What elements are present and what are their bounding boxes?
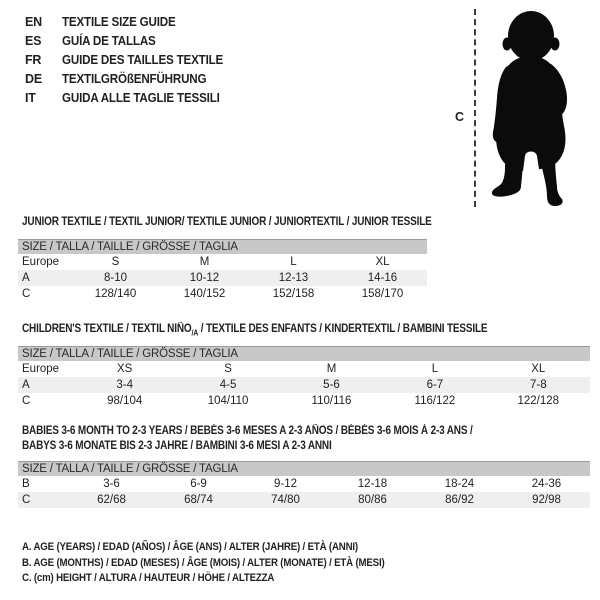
table-header-size: SIZE / TALLA / TAILLE / GRÖSSE / TAGLIA [18, 239, 427, 254]
language-title: GUÍA DE TALLAS [62, 34, 156, 48]
table-row-height [18, 393, 590, 409]
row-label: A [22, 379, 30, 391]
title-part: CHILDREN'S TEXTILE / TEXTIL NIÑO [22, 323, 192, 335]
language-row-en [25, 13, 235, 32]
cell: 24-36 [531, 478, 562, 490]
language-row-it [25, 89, 235, 108]
cell: L [290, 256, 297, 268]
language-title: GUIDA ALLE TAGLIE TESSILI [62, 91, 220, 105]
cell: M [326, 363, 337, 375]
cell: 6-9 [190, 478, 207, 490]
cell: 7-8 [529, 379, 547, 391]
cell: 104/110 [207, 395, 249, 407]
cell: L [431, 363, 439, 375]
cell: 158/170 [361, 288, 404, 300]
cell: 6-7 [426, 379, 444, 391]
table-row-height [18, 492, 590, 508]
legend-line-b: B. AGE (MONTHS) / EDAD (MESES) / ÂGE (MOIS) / ALTER (MONATE) / ETÀ (MESI) [22, 556, 385, 569]
cell: 74/80 [271, 494, 300, 506]
table-row-age [18, 270, 427, 286]
size-table-children [18, 346, 590, 409]
table-header-size: SIZE / TALLA / TAILLE / GRÖSSE / TAGLIA [18, 461, 590, 476]
section-title-junior: JUNIOR TEXTILE / TEXTIL JUNIOR/ TEXTILE JUNIOR / JUNIORTEXTIL / JUNIOR TESSILE [22, 216, 432, 228]
cell: 92/98 [532, 494, 561, 506]
cell: 98/104 [107, 395, 143, 407]
cell: 86/92 [445, 494, 474, 506]
legend-line-c: C. (cm) HEIGHT / ALTURA / HAUTEUR / HÖHE / ALTEZZA [22, 572, 275, 584]
row-label: A [22, 272, 30, 284]
title-subscript: /A [191, 328, 199, 338]
title-line: BABYS 3-6 MONATE BIS 2-3 JAHRE / BAMBINI 3-6 MESI A 2-3 ANNI [22, 440, 332, 452]
cell: 5-6 [323, 379, 340, 391]
title-part: / TEXTILE DES ENFANTS / KINDERTEXTIL / BAMBINI TESSILE [198, 323, 488, 335]
table-row-height [18, 286, 427, 302]
cell: 140/152 [183, 288, 226, 300]
row-label: Europe [22, 363, 60, 375]
language-row-es [25, 32, 235, 51]
title-line: BABIES 3-6 MONTH TO 2-3 YEARS / BEBÉS 3-6 MESES A 2-3 AÑOS / BÉBÉS 3-6 MOIS À 2-3 ANS / [22, 425, 473, 437]
cell: 3-4 [116, 379, 133, 391]
language-code: ES [25, 34, 42, 48]
language-code: IT [25, 91, 36, 105]
language-title: GUIDE DES TAILLES TEXTILE [62, 53, 224, 67]
cell: 14-16 [367, 272, 398, 284]
cell: 8-10 [103, 272, 128, 284]
language-title: TEXTILE SIZE GUIDE [62, 15, 176, 29]
language-row-fr [25, 51, 235, 70]
cell: 110/116 [311, 395, 352, 407]
section-title-babies [22, 424, 473, 454]
cell: 152/158 [272, 288, 315, 300]
cell: XS [117, 363, 133, 375]
cell: 128/140 [94, 288, 137, 300]
size-table-junior [18, 239, 427, 302]
cell: 116/122 [414, 395, 456, 407]
cell: 4-5 [219, 379, 237, 391]
table-header-size: SIZE / TALLA / TAILLE / GRÖSSE / TAGLIA [18, 346, 590, 361]
language-title: TEXTILGRÖßENFÜHRUNG [62, 72, 207, 86]
language-code: DE [25, 72, 42, 86]
cell: 12-13 [278, 272, 309, 284]
cell: S [111, 256, 120, 268]
language-code: FR [25, 53, 42, 67]
section-title-children [22, 322, 487, 340]
cell: 80/86 [358, 494, 387, 506]
height-dashed-line [474, 9, 476, 207]
language-title-list [25, 13, 235, 108]
table-row-europe [18, 254, 427, 270]
cell: S [224, 363, 232, 375]
language-row-de [25, 70, 235, 89]
cell: 3-6 [103, 478, 120, 490]
cell: 62/68 [97, 494, 126, 506]
cell: 10-12 [189, 272, 220, 284]
cell: 68/74 [184, 494, 213, 506]
table-row-age [18, 377, 590, 393]
cell: 12-18 [357, 478, 388, 490]
cell: M [199, 256, 210, 268]
cell: 122/128 [517, 395, 560, 407]
row-label: Europe [22, 256, 60, 268]
cell: XL [531, 363, 546, 375]
size-table-babies [18, 461, 590, 508]
table-row-europe [18, 361, 590, 377]
legend [22, 540, 434, 587]
cell: XL [375, 256, 390, 268]
height-measure-label: C [455, 110, 465, 124]
cell: 18-24 [444, 478, 475, 490]
row-label: C [22, 395, 31, 407]
language-code: EN [25, 15, 42, 29]
cell: 9-12 [273, 478, 298, 490]
table-row-age-months [18, 476, 590, 492]
toddler-silhouette-image [487, 6, 573, 210]
legend-line-a: A. AGE (YEARS) / EDAD (AÑOS) / ÂGE (ANS) / ALTER (JAHRE) / ETÀ (ANNI) [22, 541, 358, 553]
row-label: B [22, 478, 30, 490]
row-label: C [22, 288, 31, 300]
row-label: C [22, 494, 31, 506]
